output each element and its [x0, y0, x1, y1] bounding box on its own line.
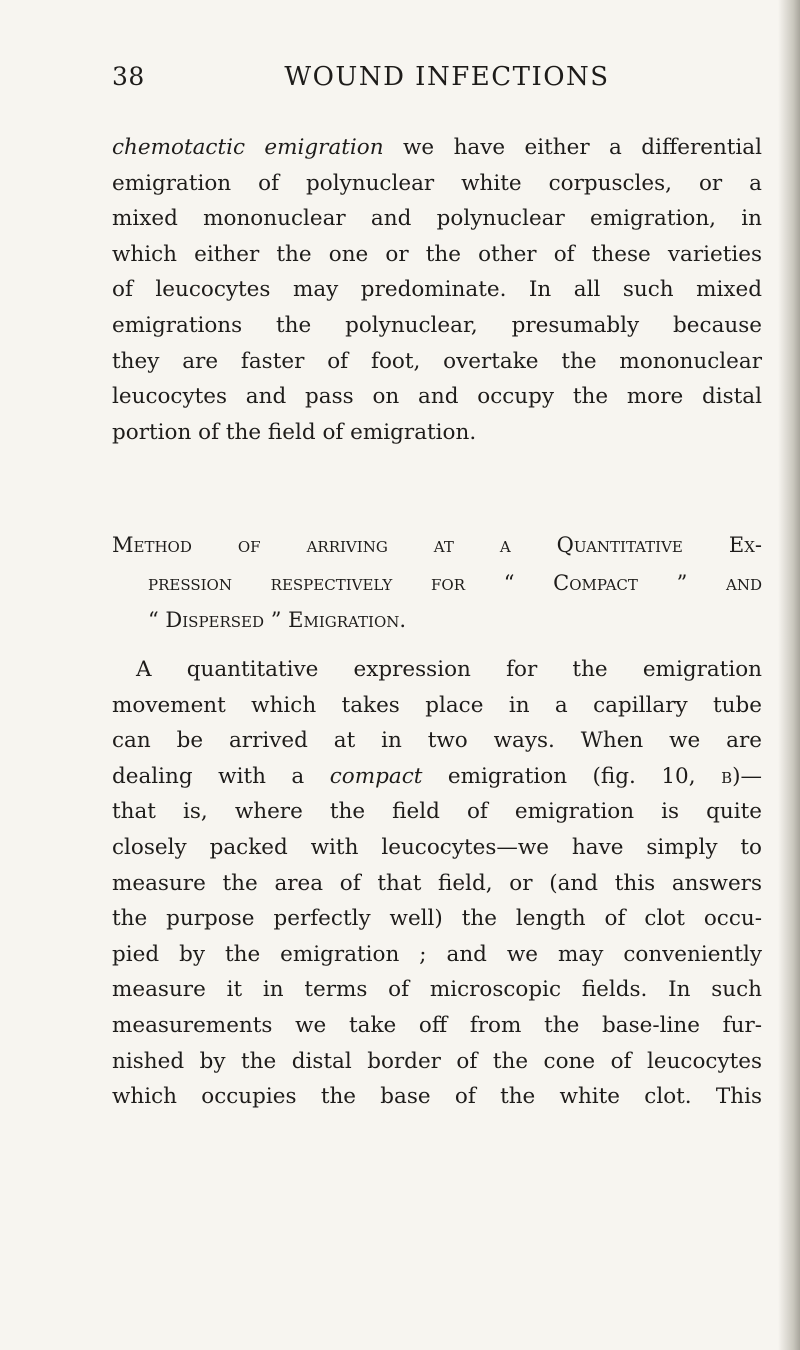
- text-line: measurements we take off from the base-line fur-: [112, 1012, 762, 1038]
- text-line: emigrations the polynuclear, presumably because: [112, 312, 762, 338]
- text-line: A quantitative expression for the emigration: [136, 657, 762, 682]
- text-line: measure it in terms of microscopic fields. In such: [112, 977, 762, 1003]
- emphasis: chemotactic emigration: [112, 135, 384, 160]
- text-line: closely packed with leucocytes—we have simply to: [112, 834, 762, 860]
- text-line: can be arrived at in two ways. When we are: [112, 728, 762, 754]
- text-line: that is, where the field of emigration is quite: [112, 799, 762, 825]
- running-title: WOUND INFECTIONS: [284, 62, 610, 92]
- text-line: nished by the distal border of the cone of leucocytes: [112, 1048, 762, 1074]
- text-line: pied by the emigration ; and we may conveniently: [112, 941, 762, 967]
- text-line: which either the one or the other of these varieties: [112, 241, 762, 267]
- emphasis: compact: [329, 763, 423, 789]
- text-line: leucocytes and pass on and occupy the more distal: [112, 384, 762, 410]
- text-line: which occupies the base of the white clot. This: [112, 1084, 762, 1110]
- paragraph-1: [112, 130, 762, 450]
- text-line: the purpose perfectly well) the length of clot occu-: [112, 906, 762, 932]
- text-fragment: we have either a differential: [383, 135, 762, 160]
- heading-line: Method of arriving at a Quantitative Ex-: [112, 533, 762, 557]
- text-fragment: )—: [732, 763, 762, 789]
- text-line: they are faster of foot, overtake the mononuclear: [112, 348, 762, 374]
- page-number: 38: [112, 62, 145, 91]
- text-line: emigration of polynuclear white corpuscles, or a: [112, 170, 762, 196]
- text-line: mixed mononuclear and polynuclear emigration, in: [112, 206, 762, 232]
- text-line: portion of the field of emigration.: [112, 419, 477, 445]
- page-edge-shadow: [778, 0, 800, 1350]
- text-fragment: dealing with a: [112, 763, 330, 789]
- text-line: [112, 759, 762, 795]
- page-header: [112, 62, 762, 102]
- text-line: [112, 130, 762, 166]
- heading-line: pression respectively for “ Compact ” and: [148, 570, 762, 595]
- heading-line: “ Dispersed ” Emigration.: [148, 608, 407, 632]
- text-line: measure the area of that field, or (and this answers: [112, 870, 762, 896]
- section-heading: [112, 527, 762, 640]
- text-fragment: emigration (fig. 10,: [422, 763, 722, 789]
- text-line: movement which takes place in a capillary tube: [112, 692, 762, 718]
- text-line: of leucocytes may predominate. In all such mixed: [112, 277, 762, 303]
- paragraph-2: [112, 652, 762, 1115]
- figure-letter: b: [721, 763, 733, 789]
